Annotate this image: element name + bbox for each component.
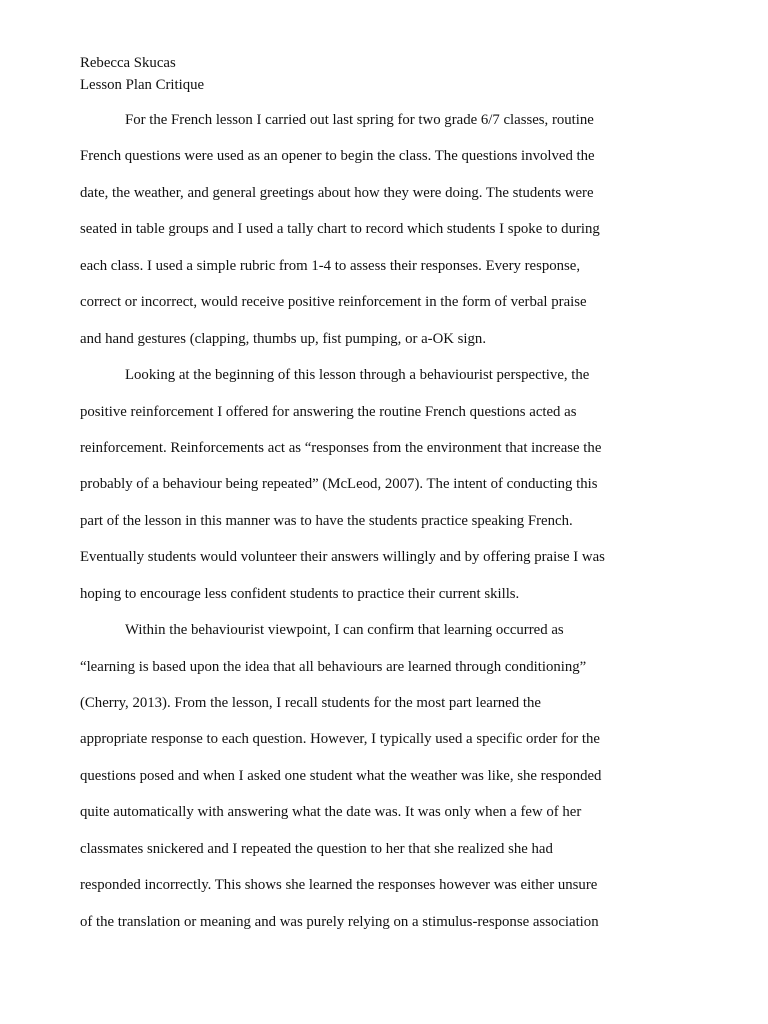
paragraph-first-line: For the French lesson I carried out last spring for two grade 6/7 classes, routine <box>125 112 594 128</box>
document-body <box>80 102 680 940</box>
body-text-line: (Cherry, 2013). From the lesson, I recall students for the most part learned the <box>80 695 541 711</box>
body-text-line: responded incorrectly. This shows she learned the responses however was either unsure <box>80 877 598 894</box>
body-text-line: seated in table groups and I used a tally chart to record which students I spoke to during <box>80 221 600 238</box>
body-text-line: positive reinforcement I offered for answering the routine French questions acted as <box>80 403 577 420</box>
body-text-line: French questions were used as an opener to begin the class. The questions involved the <box>80 148 595 165</box>
body-text-line: correct or incorrect, would receive positive reinforcement in the form of verbal praise <box>80 294 587 311</box>
body-text-line: appropriate response to each question. However, I typically used a specific order for the <box>80 731 600 748</box>
body-text-line: “learning is based upon the idea that all behaviours are learned through conditioning” <box>80 658 587 675</box>
body-text-line: hoping to encourage less confident students to practice their current skills. <box>80 585 520 602</box>
body-text-line: questions posed and when I asked one student what the weather was like, she responded <box>80 767 602 784</box>
document-header <box>80 52 680 96</box>
paragraph-first-line: Looking at the beginning of this lesson through a behaviourist perspective, the <box>125 367 590 384</box>
body-text-line: date, the weather, and general greetings about how they were doing. The students were <box>80 184 594 201</box>
body-text-line: Eventually students would volunteer their answers willingly and by offering praise I was <box>80 549 605 566</box>
body-text-line: and hand gestures (clapping, thumbs up, fist pumping, or a-OK sign. <box>80 330 487 347</box>
author-name: Rebecca Skucas <box>80 55 176 71</box>
body-text-line: of the translation or meaning and was purely relying on a stimulus-response association <box>80 913 599 930</box>
document-title: Lesson Plan Critique <box>80 77 205 93</box>
paragraph-first-line: Within the behaviourist viewpoint, I can confirm that learning occurred as <box>125 622 564 639</box>
body-text-line: quite automatically with answering what the date was. It was only when a few of her <box>80 804 582 821</box>
body-text-line: each class. I used a simple rubric from 1-4 to assess their responses. Every response, <box>80 257 581 274</box>
body-text-line: probably of a behaviour being repeated” (McLeod, 2007). The intent of conducting this <box>80 476 598 493</box>
body-text-line: part of the lesson in this manner was to have the students practice speaking French. <box>80 512 573 529</box>
body-text-line: reinforcement. Reinforcements act as “responses from the environment that increase the <box>80 439 602 456</box>
body-text-line: classmates snickered and I repeated the question to her that she realized she had <box>80 840 553 857</box>
